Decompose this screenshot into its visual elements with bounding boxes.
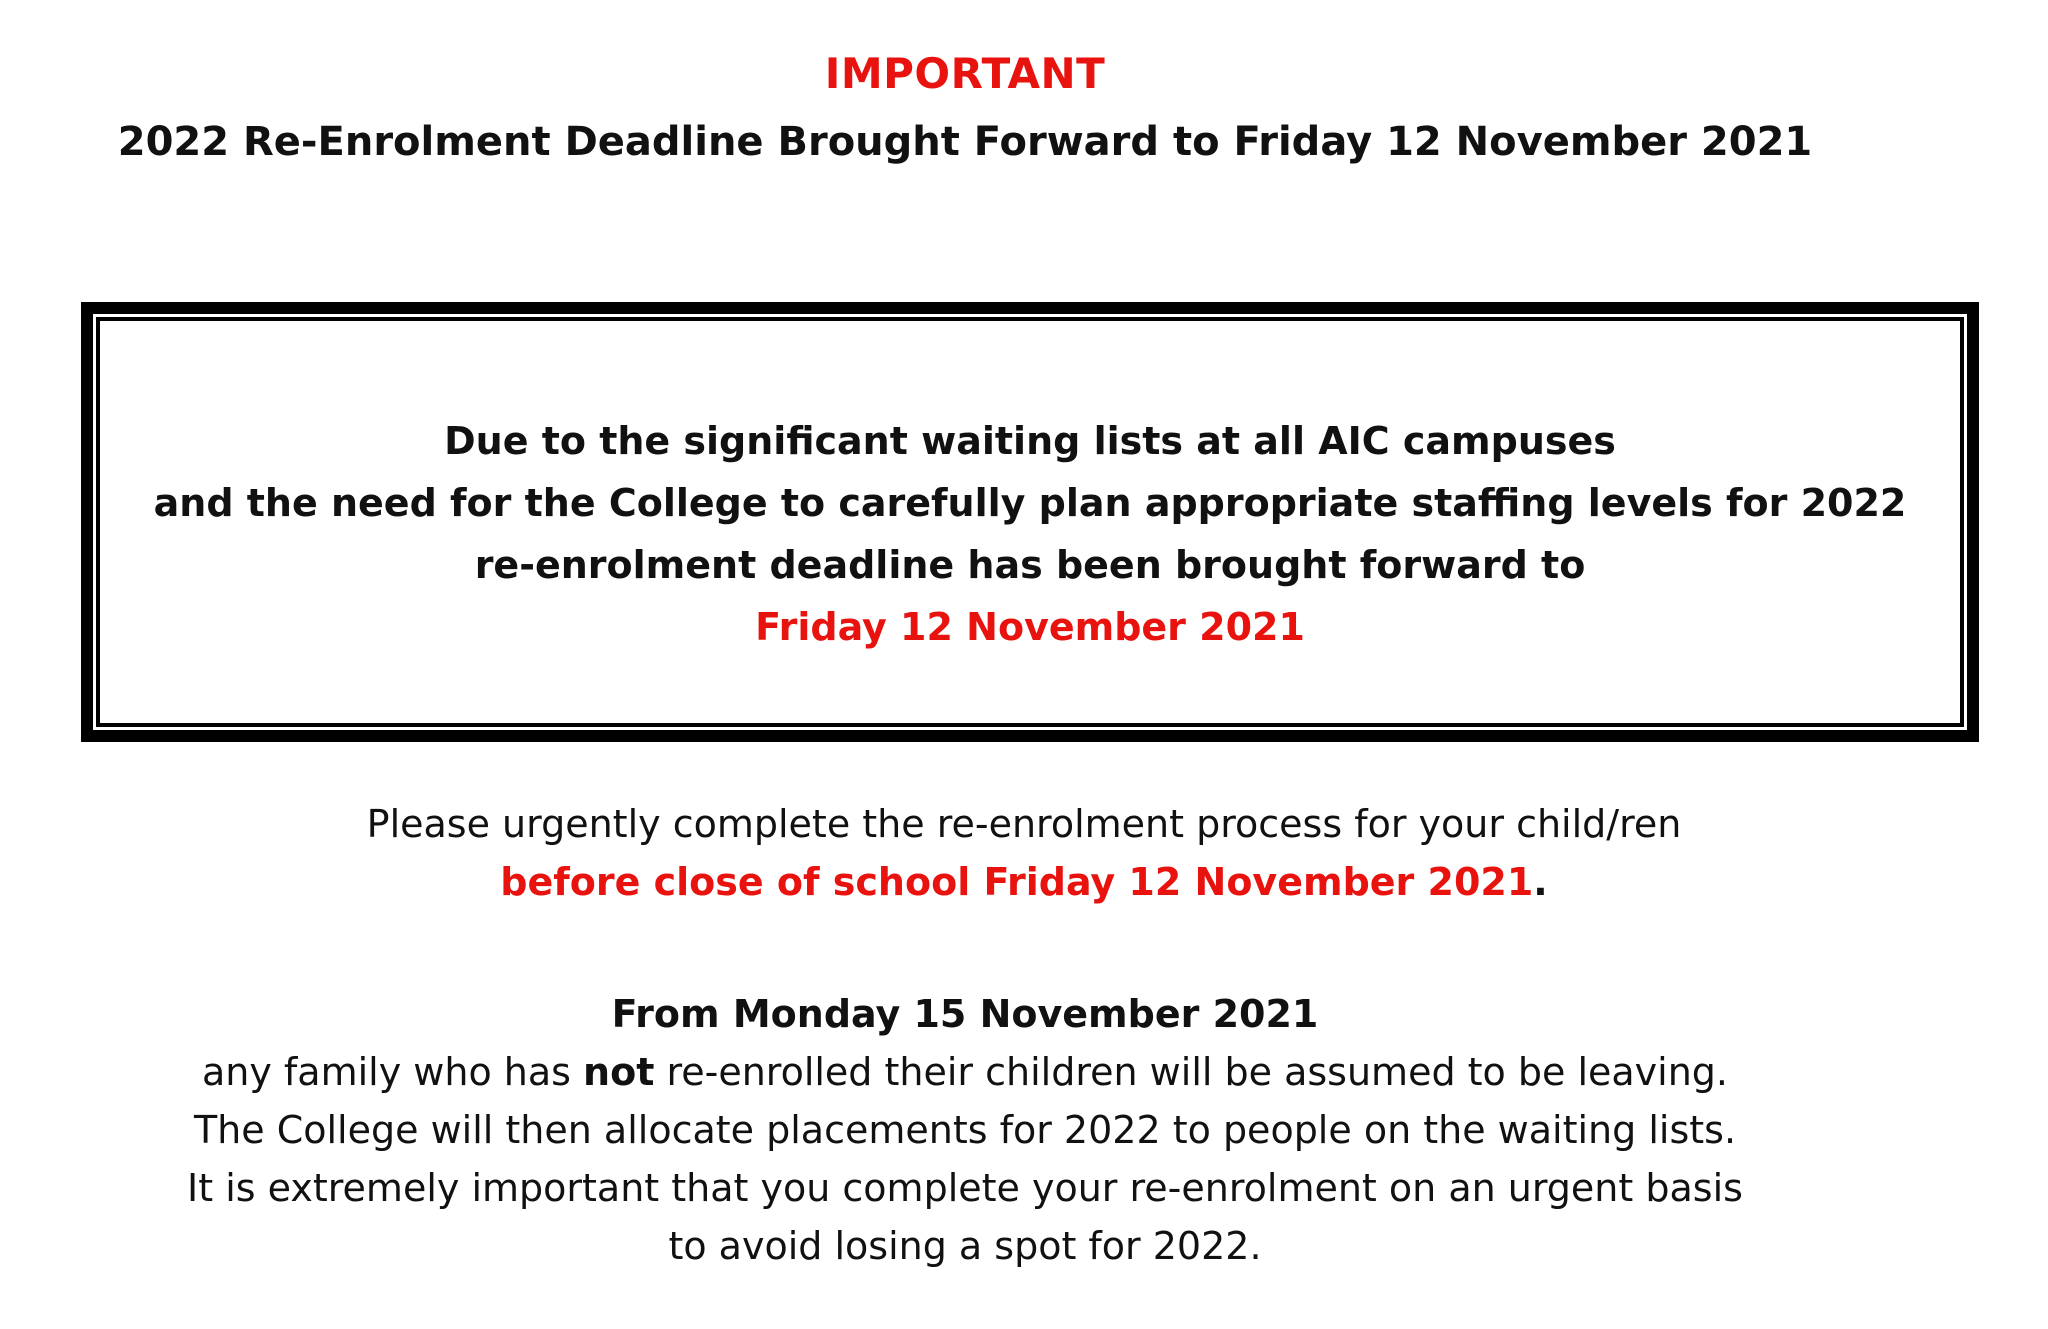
from-monday-notice xyxy=(0,985,1930,1275)
urgent-line-1: Please urgently complete the re-enrolment process for your child/ren xyxy=(366,802,1682,846)
important-heading: IMPORTANT xyxy=(824,49,1106,98)
from-heading: From Monday 15 November 2021 xyxy=(611,992,1319,1036)
deadline-notice-box xyxy=(81,302,1979,742)
from-line-1-post: re-enrolled their children will be assumed to be leaving. xyxy=(654,1050,1729,1094)
urgent-request xyxy=(0,795,2048,911)
from-line-4: to avoid losing a spot for 2022. xyxy=(668,1224,1262,1268)
urgent-period: . xyxy=(1533,860,1548,904)
from-line-1 xyxy=(0,1043,1930,1101)
from-line-2: The College will then allocate placements for 2022 to people on the waiting lists. xyxy=(193,1108,1737,1152)
notice-headline: 2022 Re-Enrolment Deadline Brought Forward to Friday 12 November 2021 xyxy=(117,119,1813,165)
urgent-deadline: before close of school Friday 12 November 2021 xyxy=(500,860,1534,904)
box-line-3: re-enrolment deadline has been brought forward to xyxy=(474,543,1586,587)
from-line-1-pre: any family who has xyxy=(201,1050,584,1094)
from-line-1-not: not xyxy=(583,1050,655,1094)
box-line-1: Due to the significant waiting lists at all AIC campuses xyxy=(444,419,1616,463)
deadline-notice-text xyxy=(93,410,1967,658)
urgent-line-2 xyxy=(0,853,2048,911)
from-line-3: It is extremely important that you complete your re-enrolment on an urgent basis xyxy=(187,1166,1743,1210)
box-deadline-date: Friday 12 November 2021 xyxy=(755,605,1305,649)
box-line-2: and the need for the College to carefully plan appropriate staffing levels for 2022 xyxy=(153,481,1907,525)
